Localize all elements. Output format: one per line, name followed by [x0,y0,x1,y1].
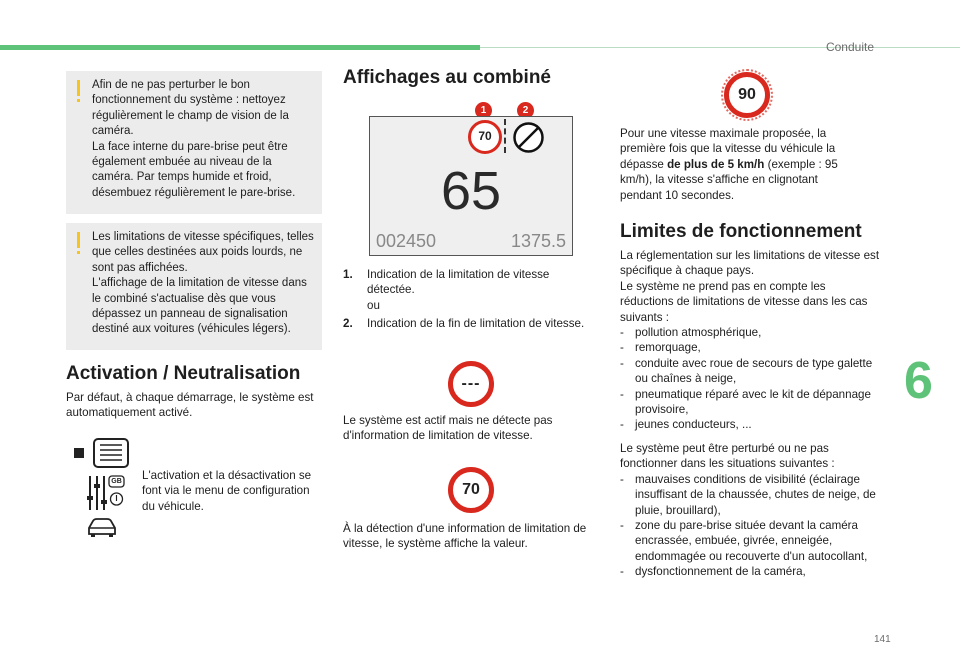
cluster-divider [504,119,506,153]
list-item: - mauvaises conditions de visibilité (éclairage insuffisant de la chaussée, chutes de neige, de pluie, brouillard), [620,472,880,518]
callout-badge-1: 1 [475,102,492,119]
list-item: - zone du pare-brise située devant la caméra encrassée, embuée, givrée, enneigée, endommagée ou recouverte d'un autocollant, [620,518,880,564]
speed-limit-90-flashing-sign: 90 [724,72,770,118]
limits-list-2 [620,472,880,580]
list-item-text: pneumatique réparé avec le kit de dépannage provisoire, [635,387,871,417]
chapter-number: 6 [904,352,933,410]
limits-text [620,248,880,580]
header-accent-bar [0,45,480,50]
limits-title: Limites de fonctionnement [620,221,862,242]
settings-sliders-icon [86,474,126,512]
note-marker-dot [77,99,80,102]
info-label: I [115,494,118,503]
cluster-odometer: 002450 [376,231,437,251]
limit-detected-text: À la détection d'une information de limitation de vitesse, le système affiche la valeur. [343,522,587,551]
list-item-text: remorquage, [635,341,701,355]
header-rule [480,47,960,48]
limits-p2: Le système ne prend pas en compte les réductions de limitations de vitesse dans les cas suivants : [620,279,868,324]
list-item: - conduite avec roue de secours de type galette ou chaînes à neige, [620,356,880,387]
list-item: - jeunes conducteurs, ... [620,418,752,432]
legend-item-1-extra [343,298,593,313]
note-marker-dot [77,251,80,254]
callout-badge-2: 2 [517,102,534,119]
note-camera-text-2: La face interne du pare-brise peut être également embuée au niveau de la caméra. Par temps humide et froid, désembuez régulièrement le pare-brise. [92,140,296,199]
chapter-name: Conduite [825,40,874,54]
overspeed-text-1: Pour une vitesse maximale proposée, la première fois que la vitesse du véhicule la dépasse [620,127,836,171]
limits-p1: La réglementation sur les limitations de vitesse est spécifique à chaque pays. [620,249,880,278]
language-flag-label: GB [111,478,122,485]
cluster-speed: 65 [440,161,502,221]
cluster-speed-limit-sign: 70 [468,120,502,154]
overspeed-text [620,126,852,203]
cluster-legend [343,267,593,332]
list-item-text: dysfonctionnement de la caméra, [635,565,806,579]
activation-text: Par défaut, à chaque démarrage, le système est automatiquement activé. [66,391,314,420]
page-number: 141 [874,634,891,645]
list-item-text: zone du pare-brise située devant la caméra encrassée, embuée, givrée, enneigée, endommagée ou recouverte d'un autocollant, [635,518,868,563]
note-limits [66,223,322,350]
list-item: - pollution atmosphérique, [620,326,762,340]
legend-text: Indication de la fin de limitation de vitesse. [367,317,585,331]
note-marker [77,80,80,96]
list-item-text: pollution atmosphérique, [635,326,762,340]
limits-list-1 [620,325,880,433]
instrument-cluster [369,116,573,256]
legend-text: Indication de la limitation de vitesse détectée. [367,268,550,297]
overspeed-text-2: (exemple : 95 km/h), la vitesse s'affiche en clignotant pendant 10 secondes. [620,157,838,202]
limits-p3: Le système peut être perturbé ou ne pas fonctionner dans les situations suivantes : [620,441,835,471]
legend-item-2 [343,316,593,331]
note-marker [77,232,80,248]
end-of-limit-icon [512,121,545,154]
list-item: - dysfonctionnement de la caméra, [620,565,806,579]
cluster-menu-icon [74,438,132,468]
no-limit-text: Le système est actif mais ne détecte pas d'information de limitation de vitesse. [343,414,553,443]
note-limits-text-2: L'affichage de la limitation de vitesse dans le combiné s'actualise dès que vous dépassez un panneau de signalisation destiné aux voitures (véhicules légers). [92,277,307,336]
cluster-trip: 1375.5 [510,231,566,251]
list-item: - remorquage, [620,341,701,355]
note-camera-text: Afin de ne pas perturber le bon fonctionnement du système : nettoyez régulièrement le champ de vision de la caméra. [92,79,289,138]
list-item-text: jeunes conducteurs, ... [635,418,752,432]
overspeed-text-bold: de plus de 5 km/h [667,157,765,171]
activation-title: Activation / Neutralisation [66,363,301,384]
list-item: - pneumatique réparé avec le kit de dépannage provisoire, [620,387,880,418]
list-item-text: mauvaises conditions de visibilité (éclairage insuffisant de la chaussée, chutes de neige, de pluie, brouillard), [635,472,876,517]
note-camera [66,71,322,214]
speed-limit-70-sign: 70 [448,467,494,513]
legend-or: ou [367,298,380,312]
legend-num: 1. [343,268,353,281]
note-limits-text: Les limitations de vitesse spécifiques, telles que celles destinées aux poids lourds, ne sont pas affichées. [92,231,314,274]
list-item-text: conduite avec roue de secours de type galette ou chaînes à neige, [635,356,873,386]
activation-menu-text: L'activation et la désactivation se font via le menu de configuration du véhicule. [142,469,312,513]
combine-title: Affichages au combiné [343,67,551,88]
car-icon [86,516,118,538]
legend-num: 2. [343,317,353,331]
no-limit-detected-sign: --- [448,361,494,407]
legend-item-1 [343,267,593,298]
